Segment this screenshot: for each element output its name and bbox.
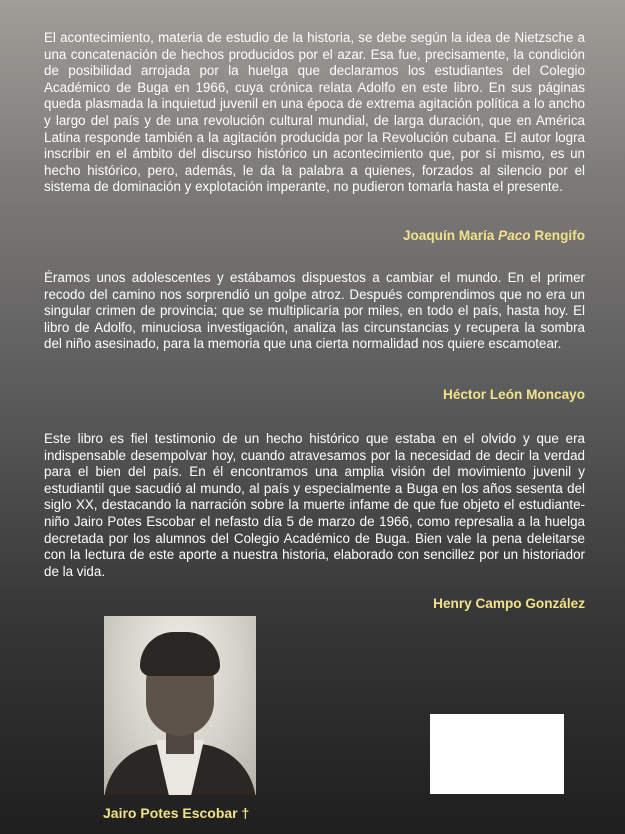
photo-caption: Jairo Potes Escobar †: [103, 805, 250, 821]
portrait-hair: [140, 632, 220, 676]
author-last-name: Rengifo: [534, 228, 585, 243]
blurb-3-author: Henry Campo González: [433, 596, 585, 611]
portrait-photo: [104, 616, 256, 795]
blurb-2-text: Éramos unos adolescentes y estábamos dispuestos a cambiar el mundo. En el primer recodo del camino nos sorprendió un golpe atroz. Después comprendimos que no era un singular crimen de provincia; que se multiplicaría por miles, en todo el país, hasta hoy. El libro de Adolfo, minuciosa investigación, analiza las circunstancias y recupera la sombra del niño asesinado, para la memoria que una cierta normalidad nos quiere escamotear.: [44, 270, 585, 352]
blurb-1-author: [403, 228, 585, 243]
author-first-name: Joaquín María: [402, 228, 495, 243]
blurb-2-author: Héctor León Moncayo: [443, 387, 585, 402]
blurb-3-text: Este libro es fiel testimonio de un hecho histórico que estaba en el olvido y que era indispensable desempolvar hoy, cuando atravesamos por la necesidad de decir la verdad para el bien del país. En él encontramos una amplia visión del movimiento juvenil y estudiantil que sacudió al mundo, al país y especialmente a Buga en los años sesenta del siglo XX, destacando la narración sobre la muerte infame de que fue objeto el estudiante-niño Jairo Potes Escobar el nefasto día 5 de marzo de 1966, como represalia a la huelga decretada por los alumnos del Colegio Académico de Buga. Bien vale la pena deleitarse con la lectura de este aporte a nuestra historia, elaborado con sencillez por un historiador de la vida.: [44, 431, 585, 579]
barcode-placeholder: [430, 714, 564, 794]
author-nickname: Paco: [498, 228, 531, 243]
blurb-1-text: El acontecimiento, materia de estudio de la historia, se debe según la idea de Nietzsche a una concatenación de hechos producidos por el azar. Esa fue, precisamente, la condición de posibilidad arrojada por la huelga que declaramos los estudiantes del Colegio Académico de Buga en 1966, cuya crónica relata Adolfo en este libro. En sus páginas queda plasmada la inquietud juvenil en una época de extrema agitación política a lo ancho y largo del país y de una revolución cultural mundial, de larga duración, que en América Latina responde también a la agitación producida por la Revolución cubana. El autor logra inscribir en el ámbito del discurso histórico un acontecimiento que, por sí mismo, es un hecho histórico, pero, además, le da la palabra a quienes, forzados al silencio por el sistema de dominación y explotación imperante, no pudieron tomarla hasta el presente.: [44, 30, 585, 195]
